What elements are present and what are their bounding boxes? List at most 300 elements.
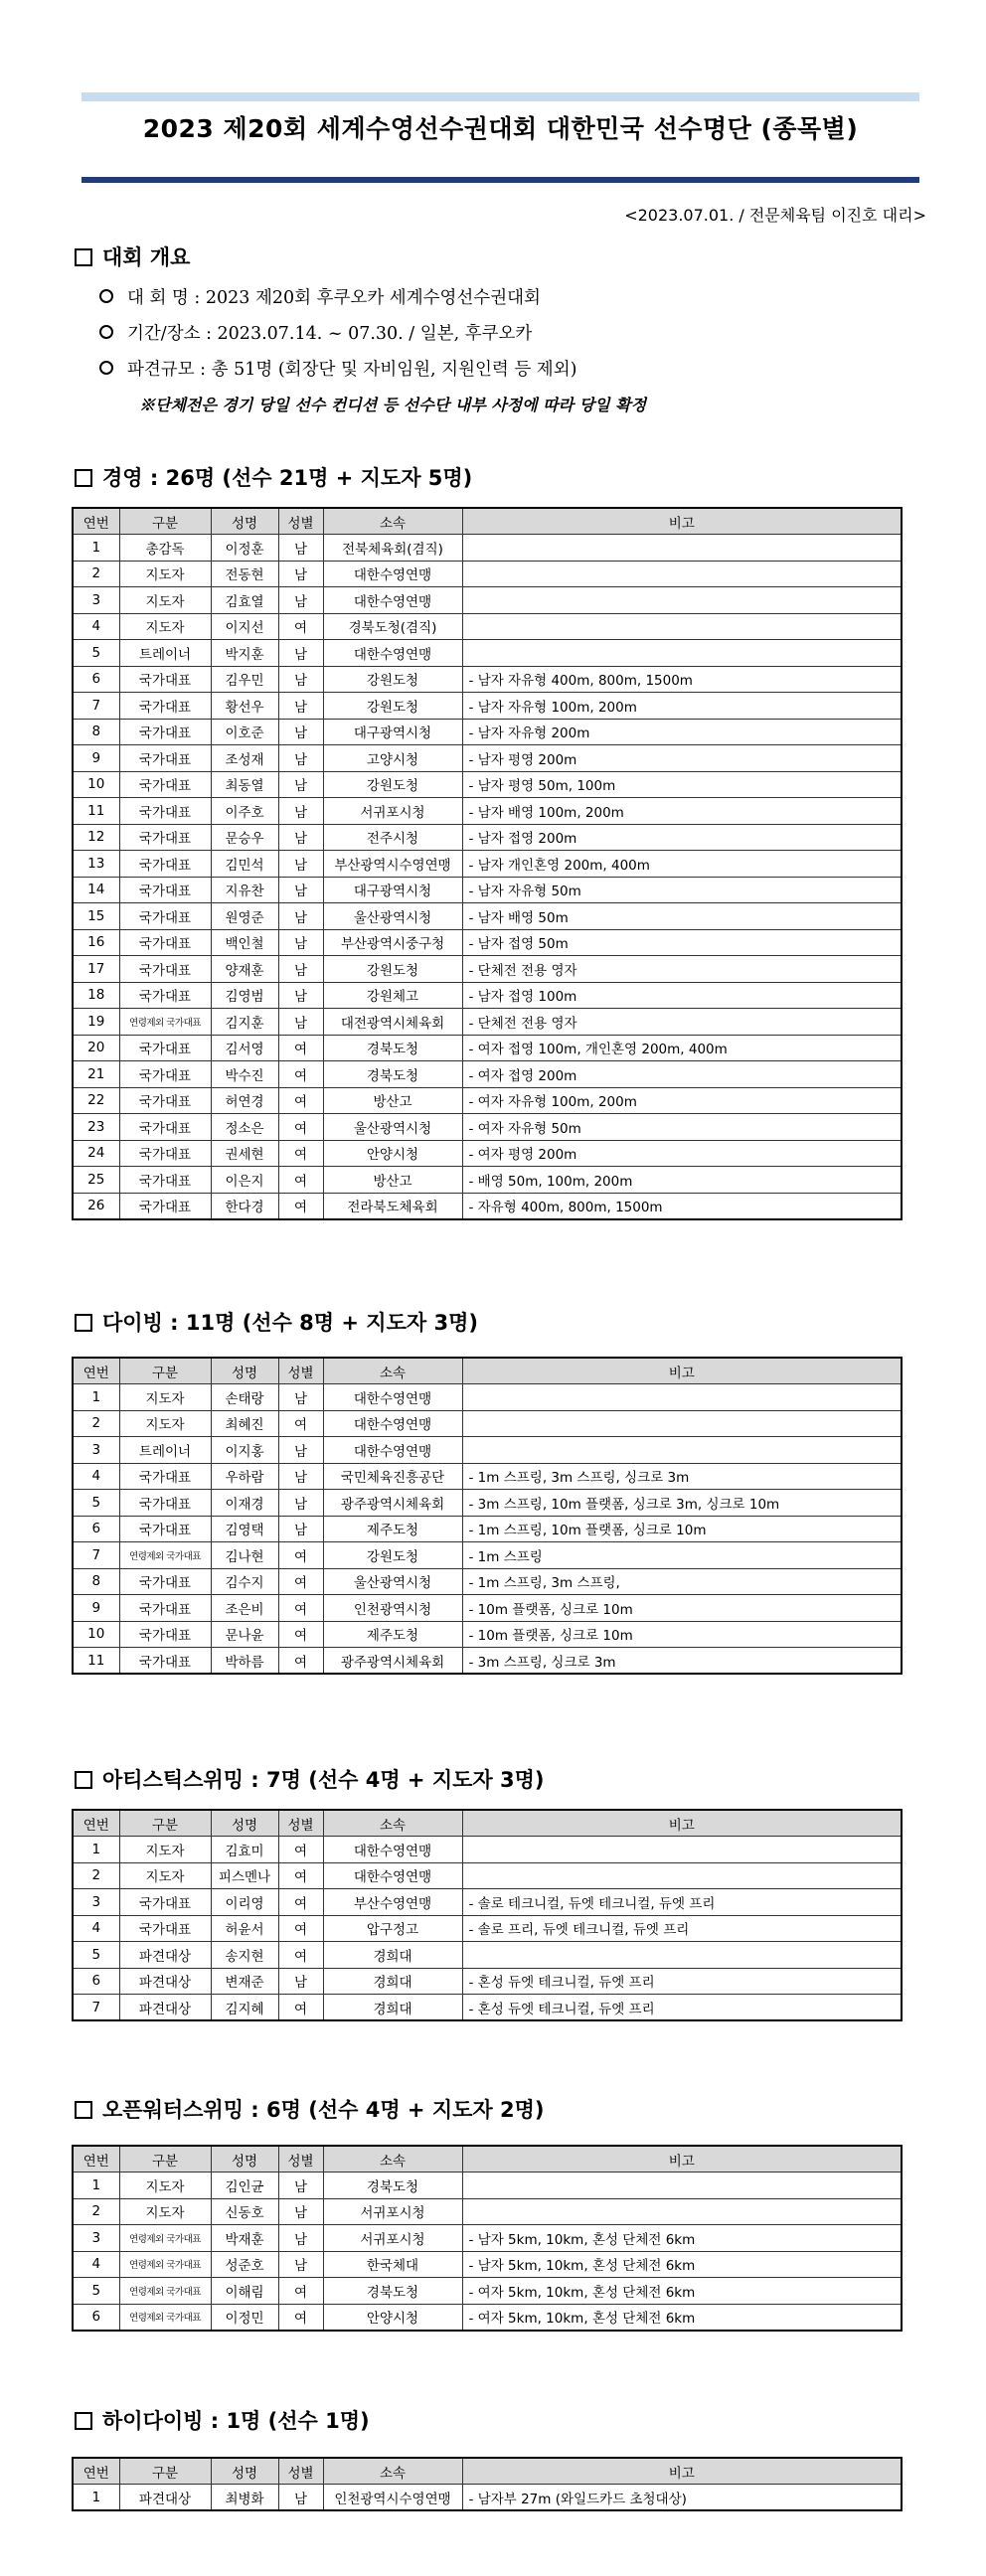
cell-name: 김효열 xyxy=(211,587,278,614)
cell-no: 3 xyxy=(73,587,119,614)
cell-no: 17 xyxy=(73,956,119,983)
cell-name: 전동현 xyxy=(211,561,278,587)
cell-affiliation: 제주도청 xyxy=(323,1621,462,1648)
cell-gender: 여 xyxy=(278,1167,323,1194)
header-col-name: 성명 xyxy=(211,508,278,535)
cell-name: 허연경 xyxy=(211,1087,278,1114)
cell-no: 9 xyxy=(73,1595,119,1622)
cell-no: 6 xyxy=(73,1968,119,1995)
cell-affiliation: 강원도청 xyxy=(323,666,462,693)
cell-affiliation: 광주광역시체육회 xyxy=(323,1648,462,1675)
cell-affiliation: 대한수영연맹 xyxy=(323,640,462,667)
header-col-name: 성명 xyxy=(211,1358,278,1384)
cell-name: 손태랑 xyxy=(211,1384,278,1411)
cell-no: 3 xyxy=(73,1437,119,1464)
cell-no: 3 xyxy=(73,2225,119,2252)
cell-remarks xyxy=(462,587,902,614)
table-row xyxy=(73,1995,902,2021)
cell-name: 김지혜 xyxy=(211,1995,278,2021)
cell-gender: 남 xyxy=(278,666,323,693)
cell-gender: 여 xyxy=(278,1061,323,1088)
cell-gender: 남 xyxy=(278,851,323,878)
cell-affiliation: 대구광역시청 xyxy=(323,877,462,903)
cell-remarks: - 여자 자유형 50m xyxy=(462,1114,902,1141)
table-row xyxy=(73,640,902,667)
cell-affiliation: 압구정고 xyxy=(323,1915,462,1942)
cell-category: 국가대표 xyxy=(119,1595,211,1622)
cell-gender: 남 xyxy=(278,1516,323,1542)
cell-no: 26 xyxy=(73,1193,119,1219)
cell-remarks xyxy=(462,613,902,640)
cell-category: 지도자 xyxy=(119,2173,211,2199)
cell-remarks xyxy=(462,1437,902,1464)
overview-line-text: 기간/장소 : 2023.07.14. ~ 07.30. / 일본, 후쿠오카 xyxy=(127,323,533,344)
cell-remarks: - 1m 스프링, 3m 스프링, 싱크로 3m xyxy=(462,1463,902,1490)
cell-gender: 여 xyxy=(278,1648,323,1675)
table-row xyxy=(73,1889,902,1916)
cell-affiliation: 울산광역시청 xyxy=(323,1114,462,1141)
cell-affiliation: 방산고 xyxy=(323,1087,462,1114)
cell-no: 4 xyxy=(73,2251,119,2278)
table-row xyxy=(73,1568,902,1595)
cell-affiliation: 안양시청 xyxy=(323,1140,462,1167)
cell-gender: 남 xyxy=(278,798,323,825)
cell-no: 4 xyxy=(73,1463,119,1490)
header-col-category: 구분 xyxy=(119,2146,211,2173)
cell-affiliation: 안양시청 xyxy=(323,2304,462,2331)
cell-name: 황선우 xyxy=(211,693,278,720)
table-row xyxy=(73,1463,902,1490)
table-row xyxy=(73,1384,902,1411)
cell-affiliation: 대한수영연맹 xyxy=(323,587,462,614)
header-col-no: 연번 xyxy=(73,508,119,535)
cell-gender: 여 xyxy=(278,1568,323,1595)
cell-no: 10 xyxy=(73,771,119,798)
cell-no: 6 xyxy=(73,1516,119,1542)
cell-category: 파견대상 xyxy=(119,1968,211,1995)
cell-name: 이주호 xyxy=(211,798,278,825)
cell-gender: 남 xyxy=(278,1009,323,1036)
cell-gender: 남 xyxy=(278,719,323,745)
cell-no: 1 xyxy=(73,2173,119,2199)
cell-category: 국가대표 xyxy=(119,903,211,930)
cell-category: 지도자 xyxy=(119,2198,211,2225)
cell-category: 트레이너 xyxy=(119,640,211,667)
cell-affiliation: 경희대 xyxy=(323,1942,462,1969)
cell-name: 김지훈 xyxy=(211,1009,278,1036)
checkbox-square-icon xyxy=(75,1314,92,1332)
cell-remarks: - 남자 자유형 50m xyxy=(462,877,902,903)
header-col-gender: 성별 xyxy=(278,1810,323,1837)
cell-category: 국가대표 xyxy=(119,719,211,745)
cell-no: 2 xyxy=(73,2198,119,2225)
cell-category: 연령제외 국가대표 xyxy=(119,2251,211,2278)
cell-remarks: - 혼성 듀엣 테크니컬, 듀엣 프리 xyxy=(462,1995,902,2021)
header-col-affiliation: 소속 xyxy=(323,1358,462,1384)
cell-name: 최혜진 xyxy=(211,1410,278,1437)
cell-remarks: - 1m 스프링 xyxy=(462,1542,902,1569)
section-heading-text: 하이다이빙 : 1명 (선수 1명) xyxy=(102,2409,370,2433)
table-row xyxy=(73,771,902,798)
cell-remarks: - 자유형 400m, 800m, 1500m xyxy=(462,1193,902,1219)
cell-no: 4 xyxy=(73,1915,119,1942)
table-row xyxy=(73,1193,902,1219)
cell-remarks: - 솔로 테크니컬, 듀엣 테크니컬, 듀엣 프리 xyxy=(462,1889,902,1916)
cell-remarks: - 남자 자유형 400m, 800m, 1500m xyxy=(462,666,902,693)
cell-affiliation: 대한수영연맹 xyxy=(323,1837,462,1863)
cell-remarks xyxy=(462,535,902,562)
cell-gender: 남 xyxy=(278,1968,323,1995)
cell-affiliation: 인천광역시청 xyxy=(323,1595,462,1622)
table-row xyxy=(73,877,902,903)
cell-category: 국가대표 xyxy=(119,1490,211,1517)
cell-remarks: - 여자 접영 200m xyxy=(462,1061,902,1088)
header-col-no: 연번 xyxy=(73,1810,119,1837)
table-header-row xyxy=(73,1810,902,1837)
cell-gender: 남 xyxy=(278,640,323,667)
cell-affiliation: 서귀포시청 xyxy=(323,2198,462,2225)
cell-name: 이정민 xyxy=(211,2304,278,2331)
cell-name: 백인철 xyxy=(211,929,278,956)
section-heading-diving xyxy=(75,1307,478,1337)
cell-gender: 여 xyxy=(278,1915,323,1942)
cell-category: 지도자 xyxy=(119,1410,211,1437)
cell-affiliation: 대한수영연맹 xyxy=(323,561,462,587)
cell-no: 7 xyxy=(73,1542,119,1569)
cell-gender: 남 xyxy=(278,1490,323,1517)
cell-gender: 남 xyxy=(278,587,323,614)
cell-affiliation: 대한수영연맹 xyxy=(323,1437,462,1464)
header-col-remarks: 비고 xyxy=(462,1358,902,1384)
header-col-category: 구분 xyxy=(119,1810,211,1837)
cell-no: 7 xyxy=(73,693,119,720)
cell-remarks: - 남자 5km, 10km, 혼성 단체전 6km xyxy=(462,2225,902,2252)
table-row xyxy=(73,1942,902,1969)
cell-name: 문승우 xyxy=(211,824,278,851)
table-row xyxy=(73,2485,902,2511)
cell-remarks: - 단체전 전용 영자 xyxy=(462,956,902,983)
cell-remarks: - 남자부 27m (와일드카드 초청대상) xyxy=(462,2485,902,2511)
cell-gender: 남 xyxy=(278,2225,323,2252)
header-col-affiliation: 소속 xyxy=(323,508,462,535)
section-heading-text: 경영 : 26명 (선수 21명 + 지도자 5명) xyxy=(102,466,473,490)
cell-affiliation: 대구광역시청 xyxy=(323,719,462,745)
cell-affiliation: 전북체육회(겸직) xyxy=(323,535,462,562)
cell-name: 김수지 xyxy=(211,1568,278,1595)
cell-no: 1 xyxy=(73,1384,119,1411)
cell-name: 이해림 xyxy=(211,2278,278,2305)
cell-category: 국가대표 xyxy=(119,1035,211,1061)
cell-no: 25 xyxy=(73,1167,119,1194)
cell-affiliation: 경북도청 xyxy=(323,1061,462,1088)
title-top-bar xyxy=(82,92,919,101)
cell-category: 연령제외 국가대표 xyxy=(119,2225,211,2252)
cell-category: 연령제외 국가대표 xyxy=(119,2278,211,2305)
cell-affiliation: 경북도청 xyxy=(323,2173,462,2199)
cell-name: 박재훈 xyxy=(211,2225,278,2252)
cell-gender: 남 xyxy=(278,2485,323,2511)
table-row xyxy=(73,1516,902,1542)
cell-affiliation: 울산광역시청 xyxy=(323,903,462,930)
section-heading-text: 다이빙 : 11명 (선수 8명 + 지도자 3명) xyxy=(102,1311,478,1335)
cell-category: 국가대표 xyxy=(119,1463,211,1490)
cell-remarks xyxy=(462,1410,902,1437)
table-row xyxy=(73,2278,902,2305)
cell-no: 6 xyxy=(73,666,119,693)
section-heading-highdiving xyxy=(75,2405,370,2435)
cell-category: 국가대표 xyxy=(119,1568,211,1595)
header-col-remarks: 비고 xyxy=(462,2146,902,2173)
highdiving-roster-table xyxy=(72,2457,903,2511)
cell-remarks: - 10m 플랫폼, 싱크로 10m xyxy=(462,1621,902,1648)
cell-remarks: - 남자 개인혼영 200m, 400m xyxy=(462,851,902,878)
table-row xyxy=(73,1648,902,1675)
header-col-remarks: 비고 xyxy=(462,508,902,535)
cell-gender: 남 xyxy=(278,929,323,956)
table-row xyxy=(73,1490,902,1517)
cell-name: 권세현 xyxy=(211,1140,278,1167)
table-row xyxy=(73,1621,902,1648)
table-row xyxy=(73,1167,902,1194)
header-col-affiliation: 소속 xyxy=(323,2458,462,2485)
cell-category: 국가대표 xyxy=(119,1087,211,1114)
circle-bullet-icon xyxy=(99,325,113,339)
table-row xyxy=(73,2304,902,2331)
author-line: <2023.07.01. / 전문체육팀 이진호 대리> xyxy=(624,206,926,225)
cell-no: 5 xyxy=(73,2278,119,2305)
cell-gender: 남 xyxy=(278,561,323,587)
cell-no: 24 xyxy=(73,1140,119,1167)
overview-heading xyxy=(75,242,190,271)
cell-category: 국가대표 xyxy=(119,851,211,878)
cell-no: 9 xyxy=(73,745,119,772)
cell-name: 신동호 xyxy=(211,2198,278,2225)
checkbox-square-icon xyxy=(75,469,92,487)
table-header-row xyxy=(73,2458,902,2485)
cell-no: 3 xyxy=(73,1889,119,1916)
cell-category: 국가대표 xyxy=(119,1915,211,1942)
cell-no: 18 xyxy=(73,982,119,1009)
cell-no: 22 xyxy=(73,1087,119,1114)
header-col-name: 성명 xyxy=(211,2458,278,2485)
cell-remarks: - 3m 스프링, 10m 플랫폼, 싱크로 3m, 싱크로 10m xyxy=(462,1490,902,1517)
cell-no: 11 xyxy=(73,1648,119,1675)
cell-gender: 남 xyxy=(278,771,323,798)
cell-no: 13 xyxy=(73,851,119,878)
cell-category: 국가대표 xyxy=(119,745,211,772)
table-row xyxy=(73,851,902,878)
header-col-affiliation: 소속 xyxy=(323,1810,462,1837)
cell-remarks: - 1m 스프링, 10m 플랫폼, 싱크로 10m xyxy=(462,1516,902,1542)
cell-gender: 여 xyxy=(278,1837,323,1863)
table-row xyxy=(73,1087,902,1114)
cell-name: 이은지 xyxy=(211,1167,278,1194)
cell-no: 4 xyxy=(73,613,119,640)
cell-gender: 여 xyxy=(278,1410,323,1437)
table-row xyxy=(73,798,902,825)
cell-name: 김민석 xyxy=(211,851,278,878)
cell-category: 국가대표 xyxy=(119,929,211,956)
cell-name: 조은비 xyxy=(211,1595,278,1622)
header-col-category: 구분 xyxy=(119,508,211,535)
header-col-remarks: 비고 xyxy=(462,2458,902,2485)
cell-category: 지도자 xyxy=(119,587,211,614)
cell-affiliation: 경북도청 xyxy=(323,1035,462,1061)
cell-remarks: - 남자 접영 200m xyxy=(462,824,902,851)
cell-affiliation: 경북도청 xyxy=(323,2278,462,2305)
cell-gender: 여 xyxy=(278,1862,323,1889)
cell-category: 국가대표 xyxy=(119,956,211,983)
cell-no: 1 xyxy=(73,1837,119,1863)
table-row xyxy=(73,1061,902,1088)
table-row xyxy=(73,561,902,587)
cell-affiliation: 부산수영연맹 xyxy=(323,1889,462,1916)
checkbox-square-icon xyxy=(75,248,92,266)
table-row xyxy=(73,2173,902,2199)
cell-name: 이호준 xyxy=(211,719,278,745)
cell-gender: 여 xyxy=(278,1995,323,2021)
cell-category: 연령제외 국가대표 xyxy=(119,2304,211,2331)
cell-name: 박하름 xyxy=(211,1648,278,1675)
cell-name: 박지훈 xyxy=(211,640,278,667)
header-col-remarks: 비고 xyxy=(462,1810,902,1837)
cell-no: 5 xyxy=(73,1942,119,1969)
cell-name: 이정훈 xyxy=(211,535,278,562)
cell-category: 지도자 xyxy=(119,1837,211,1863)
cell-remarks xyxy=(462,1942,902,1969)
cell-no: 2 xyxy=(73,1862,119,1889)
cell-name: 원영준 xyxy=(211,903,278,930)
section-heading-openwater xyxy=(75,2094,545,2124)
table-row xyxy=(73,929,902,956)
cell-name: 김영택 xyxy=(211,1516,278,1542)
cell-affiliation: 전라북도체육회 xyxy=(323,1193,462,1219)
cell-gender: 남 xyxy=(278,982,323,1009)
cell-no: 5 xyxy=(73,1490,119,1517)
cell-category: 국가대표 xyxy=(119,1648,211,1675)
table-header-row xyxy=(73,1358,902,1384)
table-row xyxy=(73,2251,902,2278)
cell-category: 국가대표 xyxy=(119,1621,211,1648)
cell-name: 성준호 xyxy=(211,2251,278,2278)
cell-no: 20 xyxy=(73,1035,119,1061)
cell-no: 1 xyxy=(73,535,119,562)
cell-gender: 여 xyxy=(278,1942,323,1969)
header-col-category: 구분 xyxy=(119,2458,211,2485)
overview-line-text: 파견규모 : 총 51명 (회장단 및 자비임원, 지원인력 등 제외) xyxy=(127,359,577,380)
cell-remarks: - 남자 접영 50m xyxy=(462,929,902,956)
cell-name: 피스멘나 xyxy=(211,1862,278,1889)
cell-remarks: - 여자 평영 200m xyxy=(462,1140,902,1167)
cell-remarks: - 여자 5km, 10km, 혼성 단체전 6km xyxy=(462,2278,902,2305)
cell-category: 국가대표 xyxy=(119,1140,211,1167)
checkbox-square-icon xyxy=(75,2412,92,2430)
cell-gender: 여 xyxy=(278,1889,323,1916)
cell-gender: 남 xyxy=(278,693,323,720)
cell-remarks: - 배영 50m, 100m, 200m xyxy=(462,1167,902,1194)
cell-name: 김나현 xyxy=(211,1542,278,1569)
cell-no: 8 xyxy=(73,719,119,745)
cell-remarks xyxy=(462,1837,902,1863)
cell-affiliation: 방산고 xyxy=(323,1167,462,1194)
cell-affiliation: 울산광역시청 xyxy=(323,1568,462,1595)
openwater-roster-table xyxy=(72,2145,903,2332)
checkbox-square-icon xyxy=(75,1771,92,1789)
overview-heading-text: 대회 개요 xyxy=(102,245,191,269)
cell-category: 트레이너 xyxy=(119,1437,211,1464)
cell-gender: 남 xyxy=(278,877,323,903)
cell-category: 지도자 xyxy=(119,561,211,587)
cell-name: 우하람 xyxy=(211,1463,278,1490)
table-row xyxy=(73,1595,902,1622)
cell-name: 허윤서 xyxy=(211,1915,278,1942)
cell-gender: 여 xyxy=(278,1114,323,1141)
cell-remarks: - 남자 접영 100m xyxy=(462,982,902,1009)
cell-no: 14 xyxy=(73,877,119,903)
cell-remarks: - 남자 평영 200m xyxy=(462,745,902,772)
cell-category: 파견대상 xyxy=(119,1942,211,1969)
cell-no: 23 xyxy=(73,1114,119,1141)
cell-category: 지도자 xyxy=(119,613,211,640)
cell-gender: 남 xyxy=(278,1437,323,1464)
table-row xyxy=(73,535,902,562)
cell-remarks xyxy=(462,2198,902,2225)
cell-category: 국가대표 xyxy=(119,1889,211,1916)
cell-affiliation: 강원체고 xyxy=(323,982,462,1009)
table-row xyxy=(73,1862,902,1889)
cell-name: 이지홍 xyxy=(211,1437,278,1464)
cell-remarks: - 10m 플랫폼, 싱크로 10m xyxy=(462,1595,902,1622)
cell-category: 국가대표 xyxy=(119,1193,211,1219)
cell-gender: 남 xyxy=(278,1463,323,1490)
table-row xyxy=(73,956,902,983)
cell-remarks: - 남자 자유형 200m xyxy=(462,719,902,745)
cell-gender: 여 xyxy=(278,1035,323,1061)
cell-category: 국가대표 xyxy=(119,1516,211,1542)
header-col-affiliation: 소속 xyxy=(323,2146,462,2173)
cell-gender: 여 xyxy=(278,613,323,640)
table-row xyxy=(73,1837,902,1863)
cell-no: 1 xyxy=(73,2485,119,2511)
cell-category: 연령제외 국가대표 xyxy=(119,1009,211,1036)
cell-category: 국가대표 xyxy=(119,771,211,798)
cell-no: 21 xyxy=(73,1061,119,1088)
cell-affiliation: 국민체육진흥공단 xyxy=(323,1463,462,1490)
cell-gender: 여 xyxy=(278,1140,323,1167)
cell-gender: 여 xyxy=(278,1193,323,1219)
cell-no: 8 xyxy=(73,1568,119,1595)
cell-affiliation: 대한수영연맹 xyxy=(323,1384,462,1411)
cell-category: 국가대표 xyxy=(119,693,211,720)
cell-remarks xyxy=(462,2173,902,2199)
circle-bullet-icon xyxy=(99,289,113,303)
cell-remarks: - 단체전 전용 영자 xyxy=(462,1009,902,1036)
section-heading-swimming xyxy=(75,462,472,492)
table-row xyxy=(73,982,902,1009)
cell-category: 국가대표 xyxy=(119,666,211,693)
cell-affiliation: 강원도청 xyxy=(323,956,462,983)
overview-line xyxy=(97,314,646,350)
cell-no: 16 xyxy=(73,929,119,956)
cell-category: 국가대표 xyxy=(119,1061,211,1088)
cell-no: 19 xyxy=(73,1009,119,1036)
header-col-gender: 성별 xyxy=(278,2146,323,2173)
table-row xyxy=(73,613,902,640)
cell-gender: 남 xyxy=(278,1384,323,1411)
table-row xyxy=(73,587,902,614)
cell-affiliation: 대전광역시체육회 xyxy=(323,1009,462,1036)
cell-name: 조성재 xyxy=(211,745,278,772)
